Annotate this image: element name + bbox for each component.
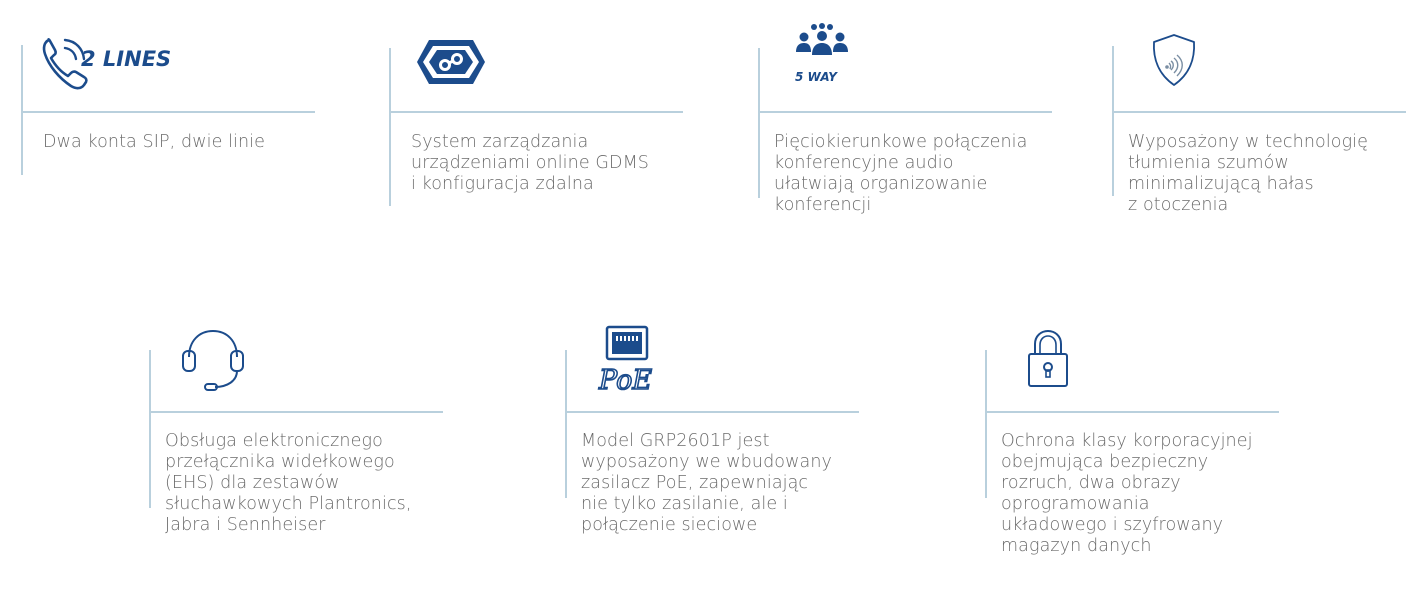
poe-port-icon — [595, 325, 665, 395]
feature-description: Obsługa elektronicznego przełącznika widełkowego (EHS) dla zestawów słuchawkowych Plantronics, Jabra i Sennheiser — [165, 431, 412, 535]
feature-noise-suppression — [1112, 30, 1412, 215]
divider-vertical — [985, 350, 987, 498]
gdms-network-icon — [415, 38, 487, 88]
divider-horizontal — [21, 111, 315, 113]
phone-2-lines-icon — [41, 34, 201, 94]
divider-horizontal — [985, 411, 1279, 413]
svg-text:5 WAY: 5 WAY — [795, 70, 837, 84]
padlock-icon — [1023, 328, 1073, 390]
svg-text:2 LINES: 2 LINES — [81, 47, 172, 71]
feature-description: Wyposażony w technologię tłumienia szumów minimalizującą hałas z otoczenia — [1128, 132, 1369, 215]
divider-horizontal — [389, 111, 683, 113]
headset-icon — [179, 323, 249, 393]
divider-vertical — [565, 350, 567, 498]
feature-ehs-headset — [149, 318, 449, 568]
feature-five-way-conference — [758, 22, 1058, 215]
divider-vertical — [1112, 46, 1114, 196]
feature-poe — [565, 318, 865, 568]
divider-horizontal — [1112, 111, 1406, 113]
feature-two-lines — [21, 30, 321, 180]
divider-vertical — [149, 350, 151, 508]
divider-vertical — [21, 45, 23, 175]
conference-5-way-icon — [792, 22, 852, 88]
feature-description: Ochrona klasy korporacyjnej obejmująca bezpieczny rozruch, dwa obrazy oprogramowania układowego i szyfrowany magazyn danych — [1001, 431, 1253, 556]
feature-gdms — [389, 30, 689, 194]
divider-horizontal — [565, 411, 859, 413]
divider-horizontal — [758, 111, 1052, 113]
feature-description: Dwa konta SIP, dwie linie — [43, 132, 266, 152]
divider-vertical — [758, 48, 760, 198]
feature-description: Model GRP2601P jest wyposażony we wbudowany zasilacz PoE, zapewniając nie tylko zasilanie, ale i połączenie sieciowe — [581, 431, 832, 535]
divider-vertical — [389, 48, 391, 206]
feature-enterprise-security — [985, 318, 1285, 588]
feature-description: Pięciokierunkowe połączenia konferencyjne audio ułatwiają organizowanie konferencji — [774, 132, 1028, 215]
feature-description: System zarządzania urządzeniami online GDMS i konfiguracja zdalna — [411, 132, 649, 194]
noise-shield-icon — [1146, 32, 1202, 88]
divider-horizontal — [149, 411, 443, 413]
svg-text:PoE: PoE — [599, 365, 653, 395]
